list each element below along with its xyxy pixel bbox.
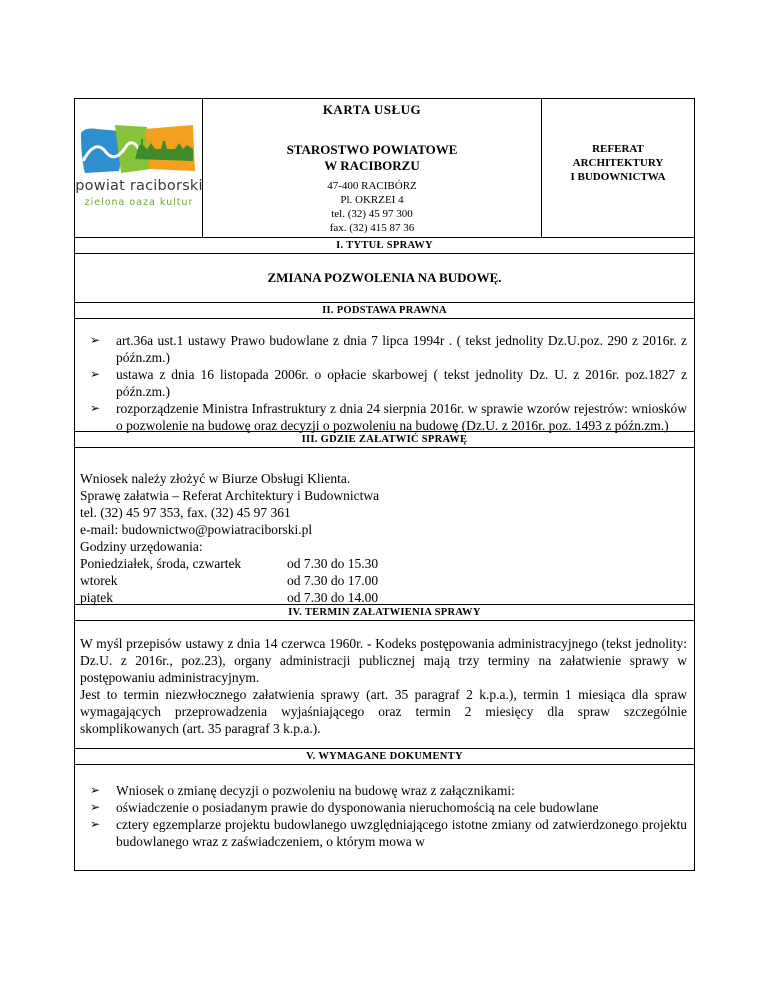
arrow-bullet-icon: ➢ bbox=[90, 783, 101, 797]
section-heading-documents: V. WYMAGANE DOKUMENTY bbox=[75, 749, 694, 765]
office-address: 47-400 RACIBÓRZ Pl. OKRZEI 4 tel. (32) 45 97 300 fax. (32) 415 87 36 bbox=[327, 180, 417, 234]
logo-cell bbox=[75, 99, 203, 237]
list-item: ➢ cztery egzemplarze projektu budowlanego uwzględniającego istotne zmiany od zatwierdzonego projektu budowlanego wraz z zaświadczeniem, o którym mowa w bbox=[90, 817, 687, 849]
list-item: ➢ art.36a ust.1 ustawy Prawo budowlane z dnia 7 lipca 1994r . ( tekst jednolity Dz.U.poz. 290 z 2016r. z późn.zm.) bbox=[90, 333, 687, 365]
section-heading-title: I. TYTUŁ SPRAWY bbox=[75, 238, 694, 254]
list-item: ➢ ustawa z dnia 16 listopada 2006r. o opłacie skarbowej ( tekst jednolity Dz. U. z 2016r. poz.1827 z późn.zm.) bbox=[90, 367, 687, 399]
card-title: KARTA USŁUG bbox=[322, 102, 422, 117]
arrow-bullet-icon: ➢ bbox=[90, 367, 101, 381]
arrow-bullet-icon: ➢ bbox=[90, 401, 101, 415]
office-name: STAROSTWO POWIATOWE W RACIBORZU bbox=[286, 142, 458, 173]
list-item: ➢ Wniosek o zmianę decyzji o pozwoleniu na budowę wraz z załącznikami: bbox=[90, 783, 515, 798]
where-info: Wniosek należy złożyć w Biurze Obsługi Klienta. Sprawę załatwia – Referat Architektury i Budownictwa tel. (32) 45 97 353, fax. (32) 45 97 361 e-mail: budownictwo@powiatraciborski.pl Godziny urzędowania: Poniedziałek, środa, czwartek od 7.30 do 15.30 wtorek od 7.30 do 17.00 piątek od 7.30 do 14.00 bbox=[75, 448, 694, 605]
logo-tagline: zielona oaza kultur bbox=[84, 197, 194, 208]
deadline-info: W myśl przepisów ustawy z dnia 14 czerwca 1960r. - Kodeks postępowania administracyjnego (tekst jednolity: Dz.U. z 2016r., poz.23), organy administracji publicznej mają trzy terminy na załatwienie sprawy w postępowaniu administracyjnym. Jest to termin niezwłocznego załatwienia sprawy (art. 35 paragraf 2 k.p.a.), termin 1 miesiąca dla spraw wymagających przeprowadzenia wyjaśniającego oraz termin 2 miesięcy dla spraw szczególnie skomplikowanych (art. 35 paragraf 3 k.p.a.). bbox=[75, 621, 694, 749]
department-name: REFERAT ARCHITEKTURY I BUDOWNICTWA bbox=[570, 143, 666, 183]
section-heading-where: III. GDZIE ZAŁATWIĆ SPRAWĘ bbox=[75, 432, 694, 448]
office-info bbox=[203, 99, 542, 237]
office-hours-row: Poniedziałek, środa, czwartek od 7.30 do 15.30 bbox=[80, 556, 379, 571]
list-item: ➢ rozporządzenie Ministra Infrastruktury z dnia 24 sierpnia 2016r. w sprawie wzorów rejestrów: wniosków o pozwolenie na budowę oraz decyzji o pozwoleniu na budowę (Dz.U. z 2016r. poz. 1493 z późn.zm.) bbox=[90, 401, 687, 433]
powiat-logo-icon bbox=[75, 99, 203, 179]
section-heading-deadline: IV. TERMIN ZAŁATWIENIA SPRAWY bbox=[75, 605, 694, 621]
service-card bbox=[74, 98, 695, 871]
arrow-bullet-icon: ➢ bbox=[90, 800, 101, 814]
case-title: ZMIANA POZWOLENIA NA BUDOWĘ. bbox=[75, 254, 694, 303]
office-hours-row: wtorek od 7.30 do 17.00 bbox=[80, 573, 379, 588]
documents-list bbox=[75, 765, 694, 870]
section-heading-legal-basis: II. PODSTAWA PRAWNA bbox=[75, 303, 694, 319]
legal-basis-list bbox=[75, 319, 694, 432]
logo-name: powiat raciborski bbox=[75, 178, 203, 194]
arrow-bullet-icon: ➢ bbox=[90, 333, 101, 347]
list-item: ➢ oświadczenie o posiadanym prawie do dysponowania nieruchomością na cele budowlane bbox=[90, 800, 599, 815]
arrow-bullet-icon: ➢ bbox=[90, 817, 101, 831]
contact-email[interactable]: e-mail: budownictwo@powiatraciborski.pl bbox=[80, 522, 313, 537]
card-header bbox=[75, 99, 694, 238]
office-hours-row: piątek od 7.30 do 14.00 bbox=[80, 590, 379, 605]
department-cell bbox=[542, 99, 694, 237]
